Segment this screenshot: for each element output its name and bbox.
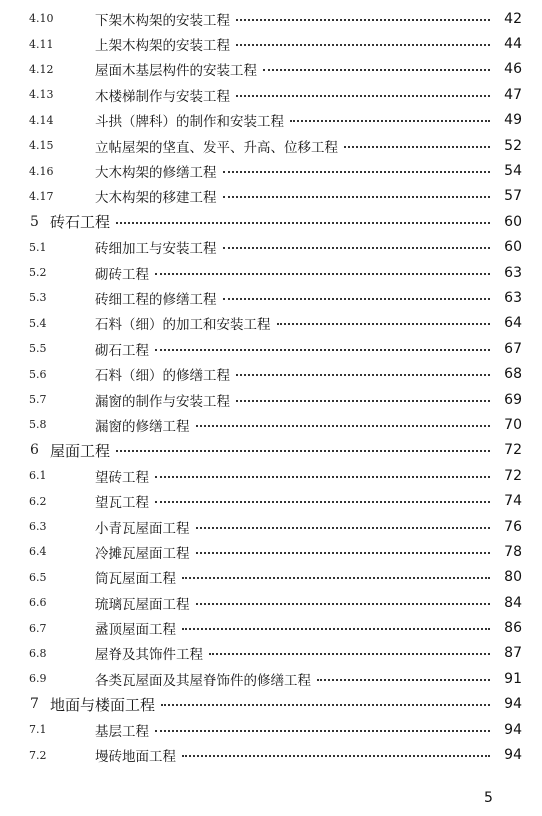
entry-title: 砖石工程 xyxy=(50,213,111,232)
entry-title: 各类瓦屋面及其屋脊饰件的修缮工程 xyxy=(95,672,311,689)
dot-leader xyxy=(290,118,490,122)
entry-number: 6.5 xyxy=(29,570,47,584)
entry-number: 5.8 xyxy=(29,418,47,432)
entry-page-number: 44 xyxy=(504,36,522,53)
entry-title: 立帖屋架的垡直、发平、升高、位移工程 xyxy=(95,139,338,156)
entry-title: 大木构架的移建工程 xyxy=(95,190,217,207)
dot-leader xyxy=(182,575,490,579)
entry-number: 5.3 xyxy=(29,291,47,305)
entry-number: 5.1 xyxy=(29,240,47,254)
entry-title: 漏窗的修缮工程 xyxy=(95,418,190,435)
entry-page-number: 84 xyxy=(504,594,522,611)
toc-section-entry xyxy=(0,184,542,209)
entry-title: 石料（细）的加工和安装工程 xyxy=(95,317,271,334)
entry-page-number: 46 xyxy=(504,61,522,78)
dot-leader xyxy=(116,448,490,452)
entry-number: 4.10 xyxy=(29,12,54,26)
toc-section-entry xyxy=(0,514,542,539)
toc-section-entry xyxy=(0,590,542,615)
entry-page-number: 64 xyxy=(504,315,522,332)
entry-number: 6.2 xyxy=(29,494,47,508)
toc-section-entry xyxy=(0,133,542,158)
entry-number: 6.7 xyxy=(29,621,47,635)
entry-number: 5.7 xyxy=(29,393,47,407)
entry-number: 7.1 xyxy=(29,723,47,737)
entry-title: 大木构架的修缮工程 xyxy=(95,165,217,182)
entry-number: 6.1 xyxy=(29,469,47,483)
dot-leader xyxy=(155,499,490,503)
toc-section-entry xyxy=(0,412,542,437)
entry-title: 冷摊瓦屋面工程 xyxy=(95,545,190,562)
entry-title: 筒瓦屋面工程 xyxy=(95,571,176,588)
dot-leader xyxy=(196,423,490,427)
entry-title: 屋面工程 xyxy=(50,441,111,460)
entry-page-number: 57 xyxy=(504,188,522,205)
entry-number: 4.15 xyxy=(29,139,54,153)
toc-section-entry xyxy=(0,565,542,590)
toc-chapter-entry xyxy=(0,209,542,234)
entry-title: 地面与楼面工程 xyxy=(50,695,156,714)
entry-number: 4.16 xyxy=(29,164,54,178)
dot-leader xyxy=(182,753,490,757)
entry-title: 漏窗的制作与安装工程 xyxy=(95,393,230,410)
dot-leader xyxy=(223,296,490,300)
entry-page-number: 67 xyxy=(504,340,522,357)
dot-leader xyxy=(196,601,490,605)
dot-leader xyxy=(155,728,490,732)
toc-section-entry xyxy=(0,158,542,183)
entry-number: 5.6 xyxy=(29,367,47,381)
entry-number: 6.9 xyxy=(29,672,47,686)
entry-page-number: 72 xyxy=(504,442,522,459)
entry-number: 4.17 xyxy=(29,189,54,203)
dot-leader xyxy=(196,550,490,554)
entry-page-number: 68 xyxy=(504,366,522,383)
toc-section-entry xyxy=(0,311,542,336)
toc-section-entry xyxy=(0,260,542,285)
entry-page-number: 69 xyxy=(504,391,522,408)
entry-page-number: 94 xyxy=(504,721,522,738)
entry-title: 望瓦工程 xyxy=(95,495,149,512)
toc-section-entry xyxy=(0,463,542,488)
dot-leader xyxy=(161,702,490,706)
dot-leader xyxy=(236,42,490,46)
page-number: 5 xyxy=(484,790,493,806)
entry-page-number: 78 xyxy=(504,543,522,560)
toc-section-entry xyxy=(0,6,542,31)
entry-number: 6.8 xyxy=(29,646,47,660)
toc-chapter-entry xyxy=(0,692,542,717)
dot-leader xyxy=(223,194,490,198)
entry-number: 7.2 xyxy=(29,748,47,762)
entry-page-number: 49 xyxy=(504,112,522,129)
dot-leader xyxy=(236,93,490,97)
entry-page-number: 80 xyxy=(504,569,522,586)
entry-number: 6 xyxy=(30,442,39,459)
entry-page-number: 72 xyxy=(504,467,522,484)
entry-title: 小青瓦屋面工程 xyxy=(95,520,190,537)
entry-number: 5.2 xyxy=(29,266,47,280)
dot-leader xyxy=(155,474,490,478)
toc-section-entry xyxy=(0,387,542,412)
toc-section-entry xyxy=(0,336,542,361)
entry-number: 6.3 xyxy=(29,520,47,533)
dot-leader xyxy=(236,372,490,376)
toc-section-entry xyxy=(0,285,542,310)
entry-title: 墁砖地面工程 xyxy=(95,749,176,766)
entry-page-number: 70 xyxy=(504,416,522,433)
entry-title: 石料（细）的修缮工程 xyxy=(95,368,230,385)
entry-title: 屋面木基层构件的安装工程 xyxy=(95,63,257,80)
entry-number: 4.11 xyxy=(29,37,54,51)
entry-page-number: 60 xyxy=(504,213,522,230)
entry-title: 基层工程 xyxy=(95,723,149,740)
entry-number: 5.4 xyxy=(29,316,47,330)
entry-page-number: 63 xyxy=(504,264,522,281)
entry-number: 4.12 xyxy=(29,62,54,76)
entry-title: 琉璃瓦屋面工程 xyxy=(95,596,190,613)
dot-leader xyxy=(344,144,490,148)
toc-section-entry xyxy=(0,82,542,107)
entry-page-number: 52 xyxy=(504,137,522,154)
dot-leader xyxy=(277,321,490,325)
dot-leader xyxy=(263,67,490,71)
toc-section-entry xyxy=(0,31,542,56)
entry-title: 望砖工程 xyxy=(95,469,149,486)
entry-page-number: 63 xyxy=(504,289,522,306)
dot-leader xyxy=(223,169,490,173)
entry-title: 砖细加工与安装工程 xyxy=(95,241,217,258)
toc-section-entry xyxy=(0,666,542,691)
entry-page-number: 74 xyxy=(504,493,522,510)
entry-title: 砖细工程的修缮工程 xyxy=(95,291,217,308)
entry-number: 4.13 xyxy=(29,88,54,102)
dot-leader xyxy=(317,677,490,681)
toc-section-entry xyxy=(0,57,542,82)
toc-section-entry xyxy=(0,615,542,640)
entry-title: 屋脊及其饰件工程 xyxy=(95,647,203,664)
entry-page-number: 76 xyxy=(504,518,522,535)
entry-number: 5 xyxy=(30,213,39,230)
entry-title: 木楼梯制作与安装工程 xyxy=(95,88,230,105)
dot-leader xyxy=(155,271,490,275)
entry-number: 6.6 xyxy=(29,596,47,610)
entry-title: 砌砖工程 xyxy=(95,266,149,283)
entry-number: 5.5 xyxy=(29,342,47,356)
toc-section-entry xyxy=(0,235,542,260)
entry-page-number: 94 xyxy=(504,747,522,764)
entry-title: 盝顶屋面工程 xyxy=(95,622,176,639)
entry-page-number: 42 xyxy=(504,10,522,27)
dot-leader xyxy=(236,398,490,402)
dot-leader xyxy=(223,245,490,249)
entry-number: 4.14 xyxy=(29,113,54,127)
entry-page-number: 60 xyxy=(504,239,522,256)
entry-title: 上架木构架的安装工程 xyxy=(95,38,230,55)
entry-page-number: 86 xyxy=(504,620,522,637)
dot-leader xyxy=(182,626,490,630)
toc-section-entry xyxy=(0,108,542,133)
toc-section-entry xyxy=(0,539,542,564)
entry-title: 斗拱（牌科）的制作和安装工程 xyxy=(95,114,284,131)
toc-section-entry xyxy=(0,361,542,386)
entry-page-number: 54 xyxy=(504,163,522,180)
dot-leader xyxy=(236,17,490,21)
entry-page-number: 94 xyxy=(504,696,522,713)
toc-section-entry xyxy=(0,488,542,513)
toc-section-entry xyxy=(0,641,542,666)
dot-leader xyxy=(155,347,490,351)
toc-section-entry xyxy=(0,717,542,742)
entry-number: 6.4 xyxy=(29,545,47,559)
entry-title: 下架木构架的安装工程 xyxy=(95,12,230,29)
dot-leader xyxy=(209,651,490,655)
dot-leader xyxy=(196,525,490,529)
entry-page-number: 47 xyxy=(504,86,522,103)
entry-title: 砌石工程 xyxy=(95,342,149,359)
entry-page-number: 87 xyxy=(504,645,522,662)
table-of-contents xyxy=(0,6,542,768)
toc-section-entry xyxy=(0,742,542,767)
toc-chapter-entry xyxy=(0,438,542,463)
entry-number: 7 xyxy=(30,696,39,713)
entry-page-number: 91 xyxy=(504,670,522,687)
dot-leader xyxy=(116,220,490,224)
